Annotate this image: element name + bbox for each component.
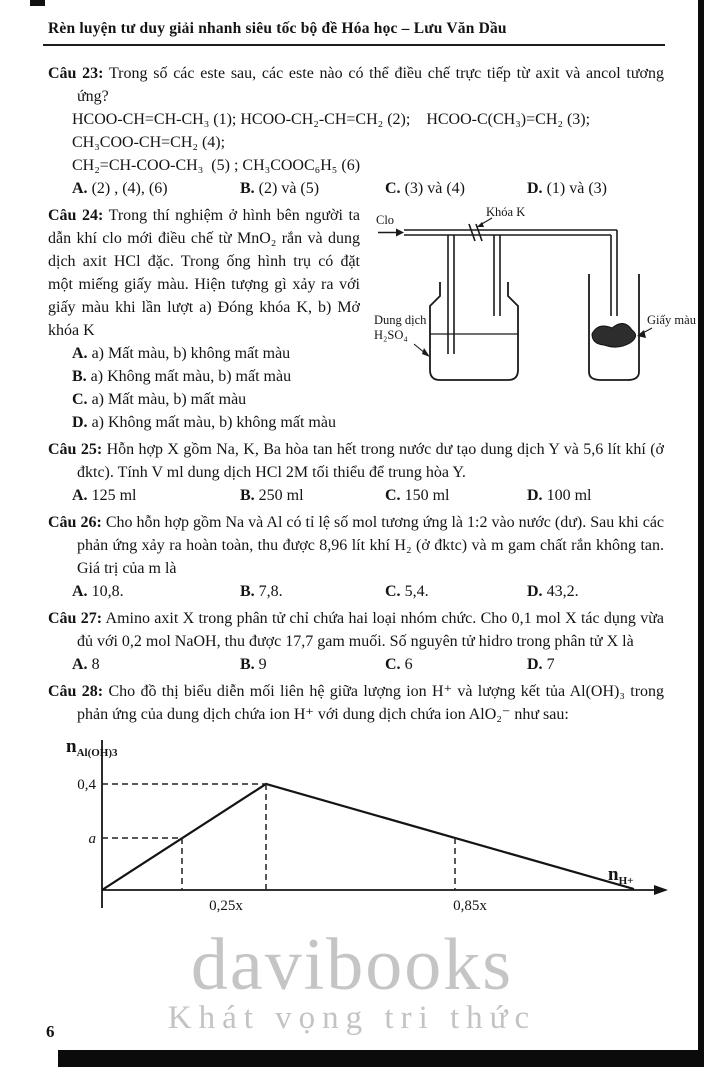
option-c (385, 177, 527, 200)
x-axis-label (608, 864, 633, 887)
question-23 (48, 62, 664, 200)
main-gas-tube (404, 230, 617, 316)
question-27-paragraph (48, 607, 664, 653)
option-a-letter: A. (72, 583, 88, 600)
valve-label: Khóa K (486, 205, 526, 219)
x-axis-label-main: n (608, 864, 619, 885)
option-d-text: (1) và (3) (546, 180, 607, 197)
question-26-label: Câu 26: (48, 514, 102, 531)
option-b (240, 484, 385, 507)
option-a (72, 653, 240, 676)
option-b-text: (2) và (5) (258, 180, 320, 197)
question-28 (48, 680, 664, 726)
question-25 (48, 438, 664, 507)
gas-inlet-arrowhead (396, 229, 404, 237)
option-a (72, 484, 240, 507)
option-c (48, 388, 360, 411)
question-27-text: Amino axit X trong phân tử chỉ chứa hai loại nhóm chức. Cho 0,1 mol X tác dụng vừa đủ với 0,2 mol NaOH, thu được 17,7 gam muối. Số nguyên tử hidro trong phân tử X là (77, 610, 665, 650)
option-b-text: 250 ml (258, 487, 304, 504)
page-header-title: Rèn luyện tư duy giải nhanh siêu tốc bộ đề Hóa học – Lưu Văn Dầu (48, 20, 507, 37)
watermark-slogan: Khát vọng tri thức (167, 1000, 537, 1036)
question-24-figure (360, 204, 704, 404)
option-d (527, 653, 664, 676)
chlorine-apparatus-diagram (374, 204, 704, 404)
watermark-brand: davibooks (190, 924, 514, 1006)
option-b-text: 9 (258, 656, 267, 673)
option-b (48, 365, 360, 388)
colored-paper-shape (592, 323, 636, 347)
outlet-tube-headspace (494, 235, 500, 316)
question-27-label: Câu 27: (48, 610, 103, 627)
option-a-letter: A. (72, 656, 88, 673)
header-rule (43, 44, 665, 46)
question-23-label: Câu 23: (48, 65, 104, 82)
y-tick-a: a (88, 831, 96, 847)
option-b (240, 177, 385, 200)
scan-artifact-top-left (30, 0, 45, 6)
question-24-paragraph (48, 204, 360, 342)
option-b (240, 653, 385, 676)
option-c-letter: C. (385, 656, 401, 673)
option-a-letter: A. (72, 345, 88, 362)
question-25-text: Hỗn hợp X gồm Na, K, Ba hòa tan hết trong nước dư tạo dung dịch Y và 5,6 lít khí (ở đktc). Tính V ml dung dịch HCl 2M tối thiểu để trung hòa Y. (77, 441, 665, 481)
question-23-text: Trong số các este sau, các este nào có thể điều chế trực tiếp từ axit và ancol tương ứng? (77, 65, 665, 105)
question-27-options (72, 653, 664, 676)
option-d-letter: D. (72, 414, 88, 431)
option-b-letter: B. (240, 487, 255, 504)
precipitate-chart-svg (38, 730, 686, 930)
option-c-text: 150 ml (404, 487, 450, 504)
question-26-text: Cho hỗn hợp gồm Na và Al có tỉ lệ số mol tương ứng là 1:2 vào nước (dư). Sau khi các phản ứng xảy ra hoàn toàn, thu được 8,96 lít khí H₂ (ở đktc) và m gam chất rắn không tan. Giá trị của m là (77, 514, 665, 577)
option-a-text: 125 ml (91, 487, 137, 504)
question-24-text: Trong thí nghiệm ở hình bên người ta dẫn khí clo mới điều chế từ MnO₂ rắn và dung dịch axit HCl đặc. Trong ống hình trụ có đặt một miếng giấy màu. Hiện tượng gì xảy ra với giấy màu khi lần lượt a) Đóng khóa K, b) Mở khóa K (48, 207, 361, 339)
solution-leader-arrowhead (422, 348, 430, 357)
option-b-letter: B. (72, 368, 87, 385)
scan-artifact-right-edge (698, 0, 704, 1067)
drying-flask-shape (430, 282, 518, 380)
question-25-paragraph (48, 438, 664, 484)
option-d-letter: D. (527, 487, 543, 504)
chlorine-gas-label: Clo (376, 213, 395, 227)
x-tick-025x: 0,25x (209, 898, 243, 914)
question-23-options (72, 177, 664, 200)
option-c (385, 653, 527, 676)
page-content (48, 20, 696, 935)
option-d-letter: D. (527, 656, 543, 673)
option-b-text: a) Không mất màu, b) mất màu (90, 368, 292, 385)
solution-label-line1: Dung dịch (374, 313, 427, 327)
option-d-text: 43,2. (546, 583, 579, 600)
watermark (0, 924, 704, 1036)
y-tick-peak: 0,4 (77, 777, 96, 793)
x-axis-label-sub: H+ (618, 875, 634, 887)
formula-line-1: HCOO-CH=CH-CH₃ (1); HCOO-CH₂-CH=CH₂ (2); HCOO-C(CH₃)=CH₂ (3); (72, 111, 591, 128)
option-d-letter: D. (527, 180, 543, 197)
option-c-letter: C. (72, 391, 88, 408)
inlet-tube-submerged (448, 235, 454, 354)
option-b-letter: B. (240, 583, 255, 600)
solution-label-line2: H₂SO₄ (374, 328, 408, 342)
x-tick-085x: 0,85x (453, 898, 487, 914)
page-number: 6 (46, 1022, 55, 1041)
option-c-text: 5,4. (404, 583, 429, 600)
question-28-label: Câu 28: (48, 683, 104, 700)
option-a-letter: A. (72, 487, 88, 504)
option-c-letter: C. (385, 487, 401, 504)
question-24-text-column (48, 204, 360, 434)
question-26 (48, 511, 664, 603)
option-c-letter: C. (385, 583, 401, 600)
option-b-text: 7,8. (258, 583, 283, 600)
option-d (527, 580, 664, 603)
question-25-label: Câu 25: (48, 441, 103, 458)
question-24 (48, 204, 696, 434)
scan-artifact-bottom-bar (58, 1050, 704, 1067)
option-c-text: a) Mất màu, b) mất màu (91, 391, 247, 408)
question-28-text: Cho đồ thị biểu diễn mối liên hệ giữa lượng ion H⁺ và lượng kết tủa Al(OH)₃ trong phản ứng của dung dịch chứa ion H⁺ với dung dịch chứa ion AlO₂⁻ như sau: (77, 683, 665, 723)
option-d (48, 411, 360, 434)
question-28-paragraph (48, 680, 664, 726)
option-b-letter: B. (240, 656, 255, 673)
option-c-text: 6 (404, 656, 413, 673)
y-axis-label (66, 736, 118, 759)
option-b-letter: B. (240, 180, 255, 197)
option-a-letter: A. (72, 180, 88, 197)
precipitate-chart (38, 730, 664, 935)
option-c-text: (3) và (4) (404, 180, 465, 197)
precipitate-line (102, 784, 634, 890)
option-d (527, 484, 664, 507)
question-25-options (72, 484, 664, 507)
dashed-guides (102, 784, 455, 890)
question-24-label: Câu 24: (48, 207, 104, 224)
option-c (385, 580, 527, 603)
option-d-letter: D. (527, 583, 543, 600)
paper-label: Giấy màu (647, 313, 696, 327)
option-d-text: 100 ml (546, 487, 592, 504)
option-a-text: (2) , (4), (6) (91, 180, 168, 197)
question-26-options (72, 580, 664, 603)
option-a-text: 10,8. (91, 583, 124, 600)
x-axis-arrowhead (654, 885, 668, 895)
option-a (48, 342, 360, 365)
formula-line-2: CH₃COO-CH=CH₂ (4); (72, 134, 226, 151)
option-a-text: a) Mất màu, b) không mất màu (91, 345, 291, 362)
option-a (72, 580, 240, 603)
formula-line-3: CH₂=CH-COO-CH₃ (5) ; CH₃COOC₆H₅ (6) (72, 157, 361, 174)
y-axis-label-sub: Al(OH)3 (76, 747, 118, 759)
question-26-paragraph (48, 511, 664, 580)
question-23-paragraph (48, 62, 664, 108)
question-27 (48, 607, 664, 676)
y-axis-label-main: n (66, 736, 77, 757)
option-b (240, 580, 385, 603)
option-c (385, 484, 527, 507)
option-a-text: 8 (91, 656, 100, 673)
option-d-text: 7 (546, 656, 555, 673)
option-a (72, 177, 240, 200)
option-d (527, 177, 664, 200)
option-d-text: a) Không mất màu, b) không mất màu (91, 414, 336, 431)
option-c-letter: C. (385, 180, 401, 197)
